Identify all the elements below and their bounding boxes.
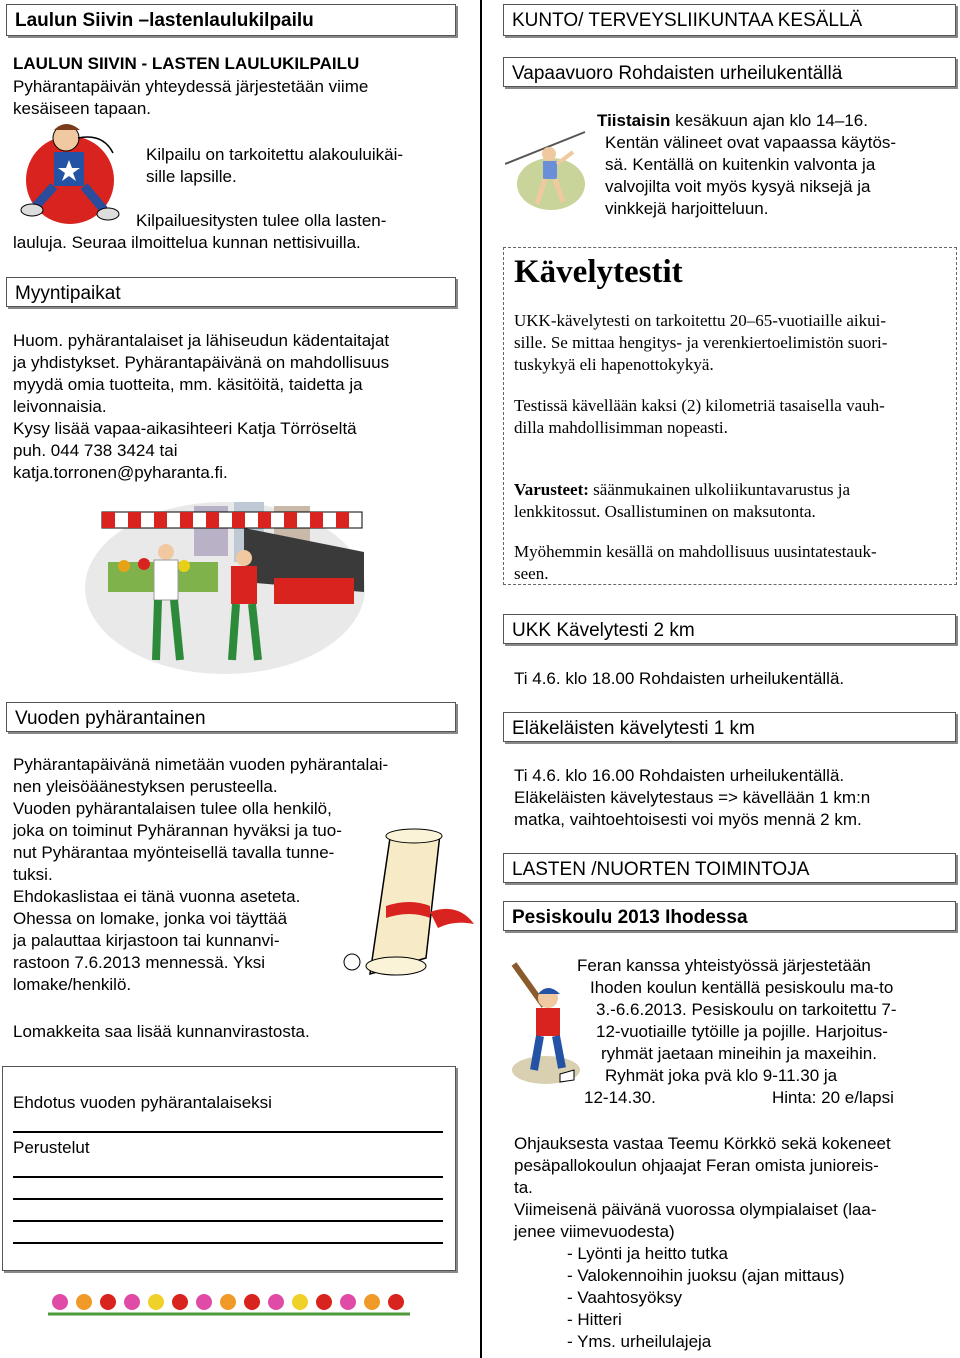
vapaa-header: Vapaavuoro Rohdaisten urheilukentällä (503, 57, 956, 87)
kavely-line: sille. Se mittaa hengitys- ja verenkiertoelimistön suori- (514, 333, 888, 352)
pesis-line: Ihoden koulun kentällä pesiskoulu ma-to (590, 978, 894, 997)
elake-line: matka, vaihtoehtoisesti voi myös mennä 2 km. (514, 810, 862, 829)
kavely-line (514, 479, 850, 501)
myynti-line: Kysy lisää vapaa-aikasihteeri Katja Törröseltä (13, 419, 357, 438)
pesis-list-item: - Valokennoihin juoksu (ajan mittaus) (567, 1266, 845, 1285)
myynti-line: myydä omia tuotteita, mm. käsitöitä, taidetta ja (13, 375, 363, 394)
vuoden-line: rastoon 7.6.2013 mennessä. Yksi (13, 953, 266, 972)
kavely-line: UKK-kävelytesti on tarkoitettu 20–65-vuotiaille aikui- (514, 311, 887, 330)
vuoden-line: Ehdokaslistaa ei tänä vuonna aseteta. (13, 887, 301, 906)
pesis-list (567, 1243, 845, 1353)
vuoden-line: joka on toiminut Pyhärannan hyväksi ja tuo- (13, 821, 342, 840)
laulu-text-3: Kilpailu on tarkoitettu alakouluikäi- (146, 145, 404, 164)
laulu-title: LAULUN SIIVIN - LASTEN LAULUKILPAILU (13, 54, 360, 73)
baseball-clipart (508, 958, 584, 1090)
pesis-line: 3.-6.6.2013. Pesiskoulu on tarkoitettu 7- (596, 1000, 897, 1019)
form-line-ehdotus[interactable] (13, 1131, 443, 1133)
pesis-price: Hinta: 20 e/lapsi (772, 1088, 894, 1107)
myynti-line: katja.torronen@pyharanta.fi. (13, 463, 228, 482)
vapaa-line: valvojilta voit myös kysyä niksejä ja (605, 177, 871, 196)
vuoden-line: nut Pyhärantaa myönteisellä tavalla tunne- (13, 843, 335, 862)
myynti-header: Myyntipaikat (6, 277, 456, 307)
pesis-line: ryhmät jaetaan mineihin ja maxeihin. (601, 1044, 877, 1063)
form-line-perustelut-2[interactable] (13, 1198, 443, 1200)
pesis-list-item: - Yms. urheilulajeja (567, 1332, 712, 1351)
ukk-header: UKK Kävelytesti 2 km (503, 614, 956, 644)
kavely-line: tuskykyä eli hapenottokykyä. (514, 355, 714, 374)
kavely-p1 (514, 310, 887, 376)
laulu-text-2: kesäiseen tapaan. (13, 99, 151, 118)
laulu-text-1: Pyhärantapäivän yhteydessä järjestetään viime (13, 77, 369, 96)
vuoden-line: Pyhärantapäivänä nimetään vuoden pyhärantalai- (13, 755, 389, 774)
vapaa-line: sä. Kentällä on kuitenkin valvonta ja (605, 155, 876, 174)
vapaa-bold: Tiistaisin (597, 111, 671, 130)
column-divider (480, 0, 482, 1358)
myynti-line: ja yhdistykset. Pyhärantapäivänä on mahdollisuus (13, 353, 390, 372)
kavely-varusteet-text: säänmukainen ulkoliikuntavarustus ja (588, 480, 850, 499)
pesis-after-line: Viimeisenä päivänä vuorossa olympialaiset (laa- (514, 1200, 877, 1219)
form-line-perustelut-4[interactable] (13, 1242, 443, 1244)
vuoden-line: Ohessa on lomake, jonka voi täyttää (13, 909, 288, 928)
pesis-after-line: pesäpallokoulun ohjaajat Feran omista junioreis- (514, 1156, 879, 1175)
form-line-perustelut-1[interactable] (13, 1176, 443, 1178)
vapaa-rest: kesäkuun ajan klo 14–16. (670, 111, 868, 130)
form-line-perustelut-3[interactable] (13, 1220, 443, 1222)
kavely-line: Testissä kävellään kaksi (2) kilometriä tasaisella vauh- (514, 396, 885, 415)
singer-clipart (18, 118, 138, 228)
vuoden-header: Vuoden pyhärantainen (6, 702, 456, 732)
form-perustelut-label: Perustelut (13, 1138, 90, 1157)
vuoden-line: lomake/henkilö. (13, 975, 132, 994)
elake-line: Eläkeläisten kävelytestaus => kävellään 1 km:n (514, 788, 871, 807)
pesis-list-item: - Lyönti ja heitto tutka (567, 1244, 728, 1263)
laulu-text-5: Kilpailuesitysten tulee olla lasten- (136, 211, 387, 230)
laulu-text-4: sille lapsille. (146, 167, 237, 186)
vuoden-line: tuksi. (13, 865, 53, 884)
pesis-line: Feran kanssa yhteistyössä järjestetään (577, 956, 871, 975)
pesis-header: Pesiskoulu 2013 Ihodessa (503, 901, 956, 931)
vuoden-line: ja palauttaa kirjastoon tai kunnanvi- (13, 931, 280, 950)
market-clipart (84, 492, 366, 674)
pesis-after-line: ta. (514, 1178, 533, 1197)
vapaa-text (597, 110, 868, 132)
pesis-list-item: - Vaahtosyöksy (567, 1288, 682, 1307)
pesis-list-item: - Hitteri (567, 1310, 622, 1329)
vapaa-line: vinkkejä harjoitteluun. (605, 199, 769, 218)
flowers-border (48, 1282, 410, 1322)
kavely-line: Myöhemmin kesällä on mahdollisuus uusintatestauk- (514, 542, 877, 561)
myynti-line: leivonnaisia. (13, 397, 107, 416)
kavely-p2 (514, 395, 885, 439)
javelin-clipart (505, 130, 599, 212)
elake-line: Ti 4.6. klo 16.00 Rohdaisten urheilukentällä. (514, 766, 845, 785)
kunto-header: KUNTO/ TERVEYSLIIKUNTAA KESÄLLÄ (503, 4, 956, 36)
kavely-varusteet-label: Varusteet: (514, 480, 589, 499)
ukk-text: Ti 4.6. klo 18.00 Rohdaisten urheilukentällä. (514, 669, 845, 688)
pesis-text (577, 955, 947, 1087)
vapaa-line: Kentän välineet ovat vapaassa käytös- (605, 133, 897, 152)
vuoden-more: Lomakkeita saa lisää kunnanvirastosta. (13, 1022, 310, 1041)
vuoden-line: Vuoden pyhärantalaisen tulee olla henkilö, (13, 799, 332, 818)
elake-header: Eläkeläisten kävelytesti 1 km (503, 712, 956, 742)
kavely-p4 (514, 541, 877, 585)
form-ehdotus-label: Ehdotus vuoden pyhärantalaiseksi (13, 1093, 272, 1112)
vapaa-line-1 (597, 110, 868, 132)
pesis-line: 12-vuotiaille tytöille ja pojille. Harjoitus- (596, 1022, 888, 1041)
vuoden-line: nen yleisöäänestyksen perusteella. (13, 777, 278, 796)
pesis-line: Ryhmät joka pvä klo 9-11.30 ja (605, 1066, 838, 1085)
laulu-text-6: lauluja. Seuraa ilmoittelua kunnan nettisivuilla. (13, 233, 361, 252)
myynti-line: puh. 044 738 3424 tai (13, 441, 178, 460)
lasten-header: LASTEN /NUORTEN TOIMINTOJA (503, 853, 956, 883)
pesis-time: 12-14.30. (584, 1088, 656, 1107)
myynti-text (13, 330, 389, 484)
kavely-title: Kävelytestit (514, 254, 683, 290)
pesis-after-line: jenee viimevuodesta) (514, 1222, 675, 1241)
kavely-line: seen. (514, 564, 549, 583)
pesis-after (514, 1133, 891, 1243)
vapaa-text-more (605, 132, 896, 220)
elake-text (514, 765, 870, 831)
kavely-line: dilla mahdollisimman nopeasti. (514, 418, 728, 437)
pesis-after-line: Ohjauksesta vastaa Teemu Körkkö sekä kokeneet (514, 1134, 891, 1153)
myynti-line: Huom. pyhärantalaiset ja lähiseudun kädentaitajat (13, 331, 390, 350)
kavely-line: lenkkitossut. Osallistuminen on maksutonta. (514, 502, 816, 521)
kavely-p3 (514, 479, 850, 523)
laulu-header: Laulun Siivin –lastenlaulukilpailu (6, 4, 456, 36)
scroll-clipart (330, 828, 480, 980)
